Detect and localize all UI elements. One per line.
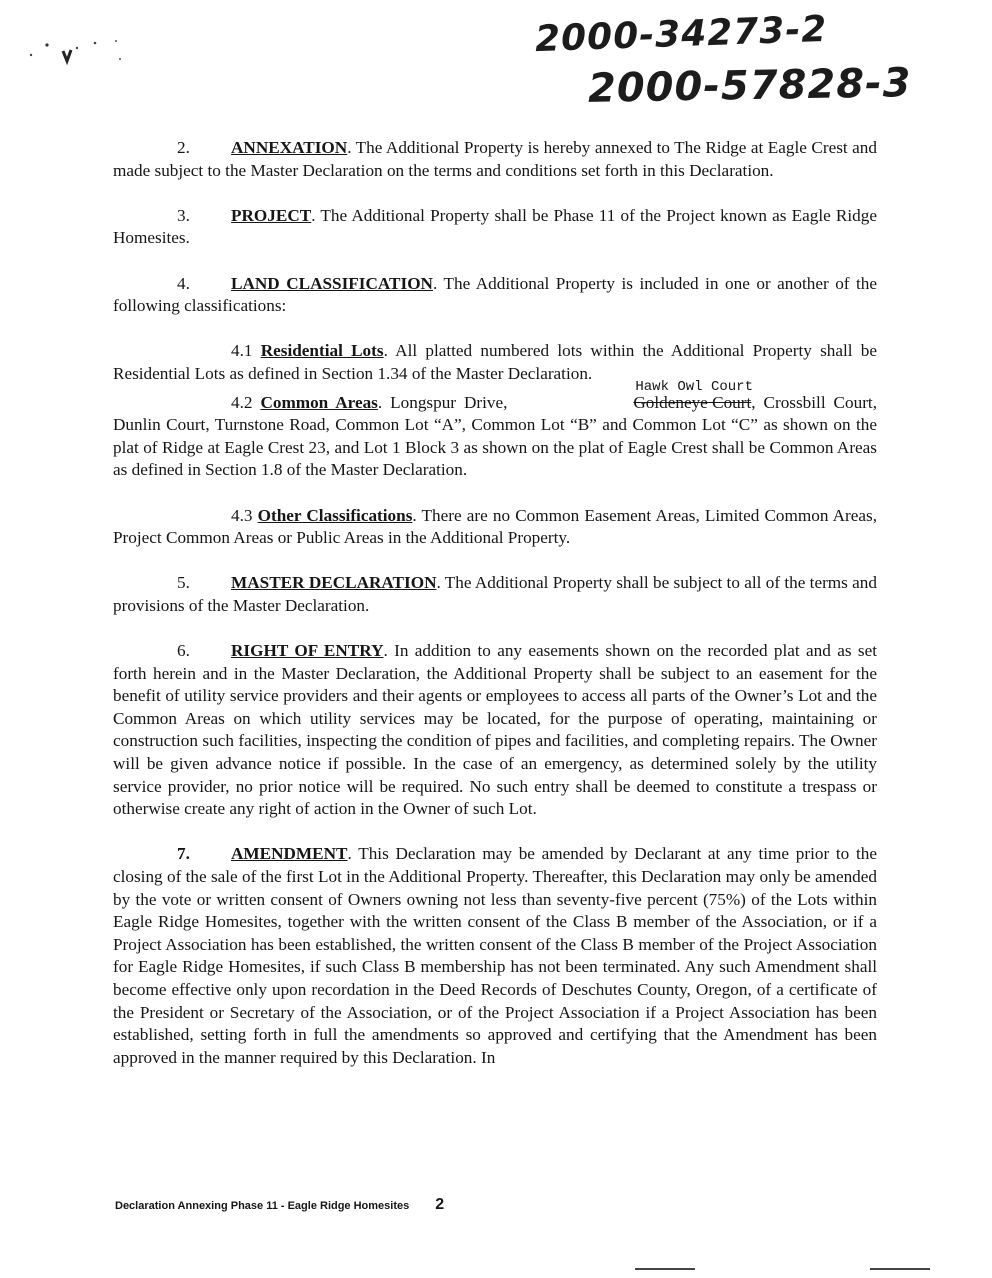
section-number: 3. (177, 205, 190, 225)
section-amendment (113, 843, 877, 1069)
section-text: . The Additional Property is hereby annexed to The Ridge at Eagle Crest and made subject to the Master Declaration on the terms and conditions set forth in this Declaration. (113, 138, 877, 180)
section-text: . In addition to any easements shown on the recorded plat and as set forth herein and in the Master Declaration, the Additional Property shall be subject to an easement for the benefit of utility service providers and their agents or employees to access all parts of the Owner’s Lot and the Common Areas on which utility services may be located, for the purpose of operating, maintaining or construction such facilities, inspecting the condition of pipes and facilities, and completing repairs. The Owner will be given advance notice if possible. In the case of an emergency, as determined solely by the utility service provider, no prior notice will be required. No such entry shall be deemed to constitute a trespass or otherwise create any right of action in the Owner of such Lot. (113, 641, 877, 819)
section-heading: PROJECT (231, 205, 312, 225)
footer-title: Declaration Annexing Phase 11 - Eagle Ridge Homesites (115, 1200, 410, 1212)
subsection-heading: Residential Lots (260, 341, 384, 361)
typed-insertion: Hawk Owl Court (635, 378, 753, 395)
section-text: . The Additional Property shall be Phase 11 of the Project known as Eagle Ridge Homesites. (113, 205, 877, 248)
section-text: . The Additional Property is included in one or another of the following classifications: (113, 273, 878, 316)
section-project (113, 205, 877, 250)
section-heading: RIGHT OF ENTRY (231, 641, 384, 661)
subsection-residential-lots (113, 340, 877, 385)
section-land-classification (113, 273, 877, 318)
handwritten-recording-number-2: 2000-57828-3 (587, 60, 912, 112)
section-heading: AMENDMENT (231, 844, 348, 864)
page-footer (115, 1196, 444, 1214)
subsection-common-areas (113, 378, 877, 482)
subsection-heading: Common Areas (260, 392, 378, 412)
section-number: 4. (177, 273, 190, 293)
handwritten-recording-number-1: 2000-34273-2 (534, 8, 829, 61)
subsection-number: 4.1 (231, 341, 253, 361)
section-text: . The Additional Property shall be subject to all of the terms and provisions of the Master Declaration. (113, 573, 877, 615)
section-text: . This Declaration may be amended by Declarant at any time prior to the closing of the sale of the first Lot in the Additional Property. Thereafter, this Declaration may only be amended by the vote or written consent of Owners owning not less than seventy-five percent (75%) of the Lots within Eagle Ridge Homesites, together with the written consent of the Class B member of the Association, or if a Project Association has been established, the written consent of the Class B member of the Project Association for Eagle Ridge Homesites, if such Class B membership has not been terminated. Any such Amendment shall become effective only upon recordation in the Deed Records of Deschutes County, Oregon, of a certificate of the President or Secretary of the Association, or of the Project Association if a Project Association has been established, setting forth in full the amendments so approved and certifying that the Amendment has been approved in the manner required by this Declaration. In (113, 844, 877, 1067)
section-annexation (113, 137, 877, 182)
subsection-heading: Other Classifications (257, 505, 413, 525)
subsection-text: . All platted numbered lots within the Additional Property shall be Residential Lots as defined in Section 1.34 of the Master Declaration. (113, 341, 878, 383)
subsection-number: 4.3 (231, 505, 253, 525)
subsection-other-classifications (113, 505, 877, 550)
page-number: 2 (435, 1196, 445, 1213)
subsection-text-a: . Longspur Drive, (377, 392, 516, 412)
subsection-text-b: , Crossbill Court, Dunlin Court, Turnstone Road, Common Lot “A”, Common Lot “B” and Common Lot “C” as shown on the plat of Ridge at Eagle Crest 23, and Lot 1 Block 3 as shown on the plat of Eagle Crest shall be Common Areas as defined in Section 1.8 of the Master Declaration. (113, 392, 877, 480)
subsection-number: 4.2 (231, 392, 253, 412)
section-number: 5. (177, 573, 190, 593)
section-master-declaration (113, 572, 877, 617)
section-heading: LAND CLASSIFICATION (231, 273, 433, 293)
section-number: 2. (177, 138, 190, 157)
struck-text: Goldeneye Court (633, 392, 752, 412)
section-heading: ANNEXATION (231, 138, 348, 157)
section-heading: MASTER DECLARATION (231, 573, 437, 593)
section-number: 7. (177, 844, 190, 864)
subsection-text: . There are no Common Easement Areas, Limited Common Areas, Project Common Areas or Public Areas in the Additional Property. (113, 505, 878, 548)
section-number: 6. (177, 641, 190, 661)
scan-edge-marks (635, 1268, 935, 1271)
struck-street-name (515, 378, 753, 415)
section-right-of-entry (113, 640, 877, 821)
scan-specks (25, 35, 135, 75)
document-body (113, 137, 877, 1092)
